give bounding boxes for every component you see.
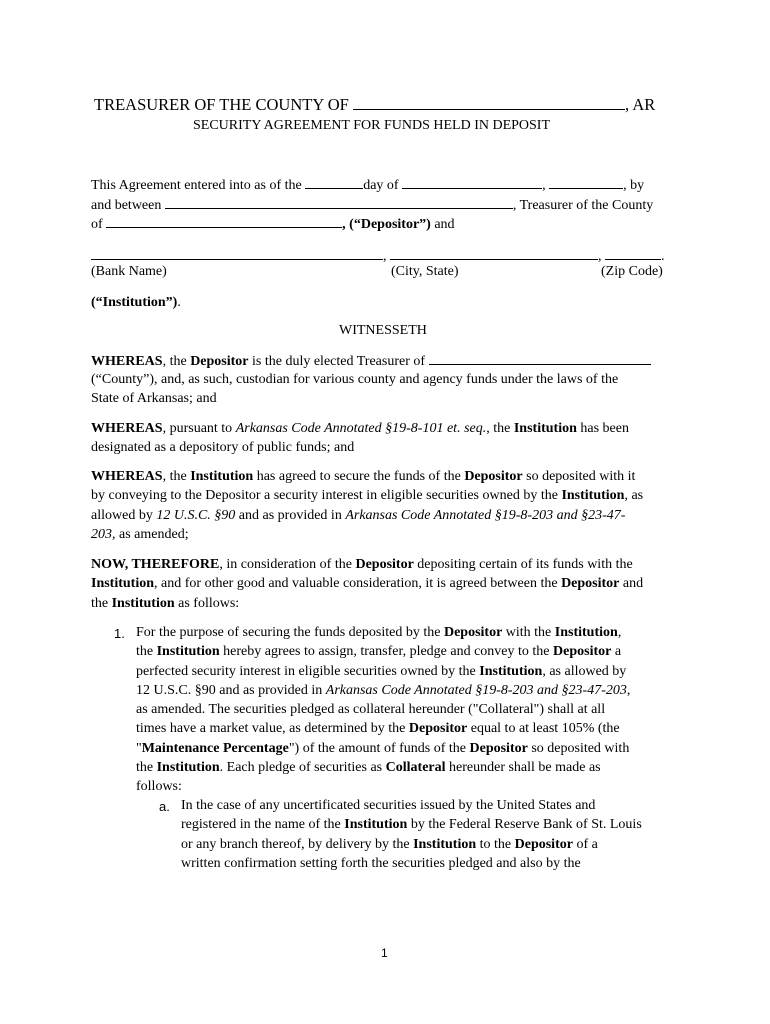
now-therefore-line-3: the Institution as follows: — [91, 596, 240, 611]
institution-label: (“Institution”). — [91, 295, 181, 310]
whereas-1-line-3: State of Arkansas; and — [91, 391, 217, 406]
item-1-line-9: follows: — [136, 779, 182, 794]
item-1-line-5: as amended. The securities pledged as collateral hereunder ("Collateral") shall at all — [136, 702, 606, 717]
county-blank[interactable] — [106, 213, 342, 228]
intro-line-2: and between , Treasurer of the County — [91, 194, 653, 215]
now-therefore-line-1: NOW, THEREFORE, in consideration of the Depositor depositing certain of its funds with the — [91, 557, 633, 572]
item-1-line-3: perfected security interest in eligible securities owned by the Institution, as allowed by — [136, 664, 627, 679]
item-1-line-4: 12 U.S.C. §90 and as provided in Arkansas Code Annotated §19-8-203 and §23-47-203, — [136, 683, 631, 698]
whereas-3-line-2: by conveying to the Depositor a security interest in eligible securities owned by the Institution, as — [91, 488, 644, 503]
city-state-blank[interactable] — [390, 245, 598, 260]
whereas-2-line-2: designated as a depository of public funds; and — [91, 440, 355, 455]
intro-line-1: This Agreement entered into as of the day of , , by — [91, 174, 644, 195]
whereas-2-line-1: WHEREAS, pursuant to Arkansas Code Annotated §19-8-101 et. seq., the Institution has been — [91, 421, 629, 436]
county-name-blank[interactable] — [353, 95, 625, 110]
intro-line-3: of , (“Depositor”) and — [91, 213, 455, 234]
whereas-1-line-1: WHEREAS, the Depositor is the duly elected Treasurer of — [91, 350, 651, 371]
zip-code-blank[interactable] — [605, 245, 661, 260]
whereas-3-line-4: 203, as amended; — [91, 527, 189, 542]
county-treasurer-blank[interactable] — [429, 350, 651, 365]
year-blank[interactable] — [549, 174, 623, 189]
item-a-line-1: In the case of any uncertificated securities issued by the United States and — [181, 798, 596, 813]
whereas-3-line-3: allowed by 12 U.S.C. §90 and as provided in Arkansas Code Annotated §19-8-203 and §23-47- — [91, 508, 626, 523]
page-number: 1 — [381, 946, 388, 960]
item-a-line-3: or any branch thereof, by delivery by the Institution to the Depositor of a — [181, 837, 598, 852]
item-1-line-2: the Institution hereby agrees to assign, transfer, pledge and convey to the Depositor a — [136, 644, 622, 659]
bank-name-label: (Bank Name) — [91, 264, 167, 279]
now-therefore-line-2: Institution, and for other good and valuable consideration, it is agreed between the Depositor and — [91, 576, 644, 591]
month-blank[interactable] — [402, 174, 542, 189]
whereas-3-line-1: WHEREAS, the Institution has agreed to secure the funds of the Depositor so deposited with it — [91, 469, 636, 484]
zip-code-label: (Zip Code) — [601, 264, 663, 279]
item-1-line-6: times have a market value, as determined by the Depositor equal to at least 105% (the — [136, 721, 620, 736]
bank-info-blanks: , , . — [91, 245, 665, 266]
day-blank[interactable] — [305, 174, 363, 189]
item-1-line-7: "Maintenance Percentage") of the amount of funds of the Depositor so deposited with — [136, 741, 630, 756]
bank-name-blank[interactable] — [91, 245, 383, 260]
item-a-line-4: written confirmation setting forth the securities pledged and also by the — [181, 856, 581, 871]
treasurer-name-blank[interactable] — [165, 194, 513, 209]
page-subtitle: SECURITY AGREEMENT FOR FUNDS HELD IN DEPOSIT — [193, 118, 551, 133]
item-a-letter: a. — [159, 799, 170, 814]
item-a-line-2: registered in the name of the Institution by the Federal Reserve Bank of St. Louis — [181, 817, 642, 832]
item-1-line-1: For the purpose of securing the funds deposited by the Depositor with the Institution, — [136, 625, 622, 640]
item-1-line-8: the Institution. Each pledge of securities as Collateral hereunder shall be made as — [136, 760, 601, 775]
witnesseth-heading: WITNESSETH — [339, 323, 427, 338]
city-state-label: (City, State) — [391, 264, 459, 279]
item-1-number: 1. — [114, 626, 125, 641]
page-title: TREASURER OF THE COUNTY OF , AR — [94, 95, 656, 114]
whereas-1-line-2: (“County”), and, as such, custodian for various county and agency funds under the laws of the — [91, 372, 619, 387]
